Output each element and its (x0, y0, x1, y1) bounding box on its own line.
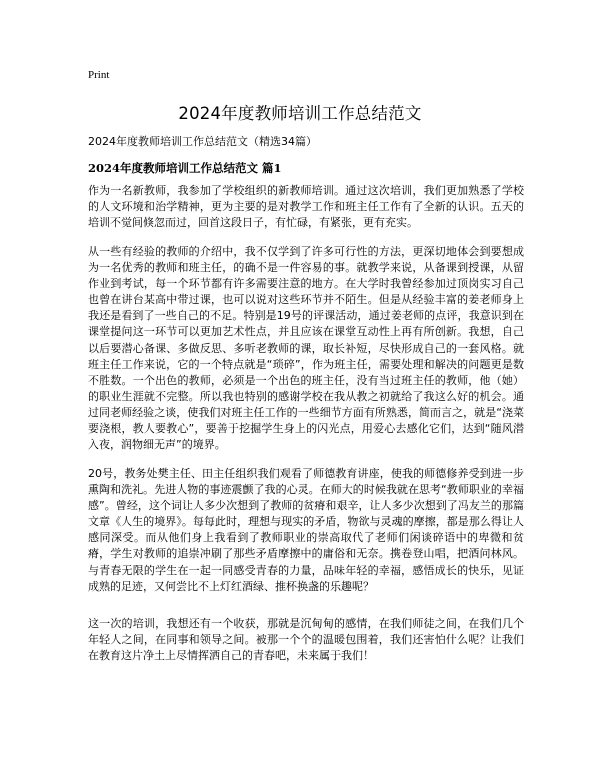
paragraph-1: 作为一名新教师，我参加了学校组织的新教师培训。通过这次培训，我们更加熟悉了学校的人文环境和治学精神，更为主要的是对教学工作和班主任工作有了全新的认识。五天的培训不觉间倏忽而过，回首这段日子，有忙碌，有紧张，更有充实。 (88, 184, 524, 230)
print-link[interactable]: Print (88, 69, 110, 81)
document-subtitle: 2024年度教师培训工作总结范文（精选34篇） (88, 135, 317, 148)
page-title: 2024年度教师培训工作总结范文 (178, 104, 422, 123)
paragraph-2: 从一些有经验的教师的介绍中，我不仅学到了许多可行性的方法，更深切地体会到要想成为一名优秀的教师和班主任，的确不是一件容易的事。就教学来说，从备课到授课，从留作业到考试，每一个环节都有许多需要注意的地方。在大学时我曾经参加过顶岗实习自己也曾在讲台某高中带过课，也可以说对这些环节并不陌生。但是从经验丰富的姜老师身上我还是看到了一些自己的不足。特别是19号的评课活动，通过姜老师的点评，我意识到在课堂提问这一环节可以更加艺术性点，并且应该在课堂互动性上再有所创新。我想，自己以后要潜心备课、多做反思、多听老教师的课，取长补短，尽快形成自己的一套风格。就班主任工作来说，它的一个特点就是“琐碎”，作为班主任，需要处理和解决的问题更是数不胜数。一个出色的教师，必须是一个出色的班主任，没有当过班主任的教师，他（她）的职业生涯就不完整。所以我也特别的感谢学校在我从教之初就给了我这么好的机会。通过同老师经验之谈，使我们对班主任工作的一些细节方面有所熟悉，简而言之，就是“浇菜要浇根，教人要教心”，要善于挖掘学生身上的闪光点，用爱心去感化它们，达到“随风潜入夜，润物细无声”的境界。 (88, 245, 524, 452)
section-heading: 2024年度教师培训工作总结范文 篇1 (88, 161, 282, 175)
paragraph-3: 20号，教务处樊主任、田主任组织我们观看了师德教育讲座，使我的师德修养受到进一步熏陶和洗礼。先进人物的事迹震颤了我的心灵。在师大的时候我就在思考“教师职业的幸福感”。曾经，这个词让人多少次想到了教师的贫瘠和艰辛，让人多少次想到了冯友兰的那篇文章《人生的境界》。每每此时，理想与现实的矛盾，物欲与灵魂的摩擦，都是那么得让人感同深受。而从他们身上我看到了教师职业的崇高取代了老师们闲谈碎语中的卑微和贫瘠，学生对教师的追崇冲刷了那些矛盾摩擦中的庸俗和无奈。携卷登山唱，把酒问林风。与青春无限的学生在一起一同感受青春的力量，品味年轻的幸福，感悟成长的快乐，见证成熟的足迹，又何尝比不上灯红酒绿、推杯换盏的乐趣呢？ (88, 467, 524, 593)
paragraph-4: 这一次的培训，我想还有一个收获，那就是沉甸甸的感情，在我们师徒之间，在我们几个年轻人之间，在同事和领导之间。被那一个个的温暖包围着，我们还害怕什么呢？让我们在教育这片净土上尽情挥洒自己的青春吧，未来属于我们！ (88, 617, 524, 663)
